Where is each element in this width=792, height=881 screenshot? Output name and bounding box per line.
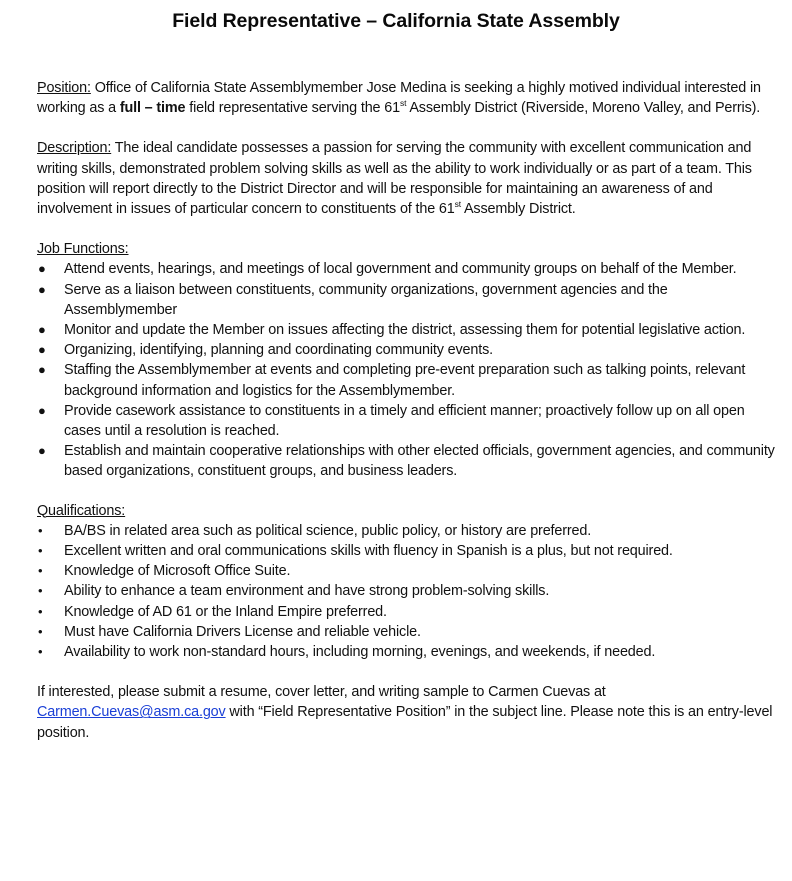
ordinal-suffix: st — [454, 199, 461, 210]
list-item — [37, 642, 777, 662]
list-item — [37, 259, 777, 279]
position-paragraph — [37, 78, 777, 118]
list-item-text: Staffing the Assemblymember at events and completing pre-event preparation such as talking points, relevant background information and logistics for the Assemblymember. — [64, 362, 746, 399]
bullet-icon: ● — [38, 402, 46, 418]
list-item-text: Availability to work non-standard hours, including morning, evenings, and weekends, if needed. — [64, 644, 656, 661]
bullet-icon: • — [38, 563, 43, 579]
list-item-text: Organizing, identifying, planning and coordinating community events. — [64, 342, 493, 359]
closing-text-after: with “Field Representative Position” in the subject line. Please note this is an entry-level position. — [37, 704, 773, 741]
list-item-text: Attend events, hearings, and meetings of local government and community groups on behalf of the Member. — [64, 261, 737, 278]
list-item — [37, 622, 777, 642]
bullet-icon: • — [38, 603, 43, 619]
email-link[interactable]: Carmen.Cuevas@asm.ca.gov — [37, 704, 226, 721]
document-body — [37, 78, 777, 743]
bullet-icon: • — [38, 522, 43, 538]
job-functions-list — [37, 259, 777, 481]
ordinal-suffix: st — [399, 98, 407, 109]
list-item — [37, 320, 777, 340]
bullet-icon: • — [38, 583, 43, 599]
bullet-icon: ● — [38, 322, 46, 338]
document-title: Field Representative – California State Assembly — [172, 10, 620, 32]
job-functions-section — [37, 239, 777, 481]
bullet-icon: ● — [38, 342, 46, 358]
list-item-text: Knowledge of AD 61 or the Inland Empire preferred. — [64, 603, 387, 620]
list-item-text: BA/BS in related area such as political science, public policy, or history are preferred. — [64, 522, 592, 539]
closing-text: If interested, please submit a resume, cover letter, and writing sample to Carmen Cuevas at — [37, 684, 606, 701]
bullet-icon: • — [38, 543, 43, 559]
bullet-icon: ● — [38, 443, 46, 459]
closing-paragraph — [37, 682, 777, 743]
list-item — [37, 340, 777, 360]
position-label: Position: — [37, 80, 91, 96]
bullet-icon: • — [38, 644, 43, 660]
list-item-text: Provide casework assistance to constituents in a timely and efficient manner; proactively follow up on all open cases until a resolution is reached. — [64, 402, 745, 440]
description-text-end: Assembly District. — [460, 201, 576, 218]
list-item-text: Knowledge of Microsoft Office Suite. — [64, 563, 291, 580]
bullet-icon: ● — [38, 261, 46, 277]
list-item — [37, 441, 777, 481]
list-item-text: Establish and maintain cooperative relationships with other elected officials, government agencies, and community based organizations, constituent groups, and business leaders. — [64, 443, 775, 480]
list-item — [37, 561, 777, 581]
list-item — [37, 360, 777, 400]
list-item-text: Must have California Drivers License and reliable vehicle. — [64, 623, 421, 640]
bullet-icon: ● — [38, 281, 46, 297]
list-item-text: Monitor and update the Member on issues affecting the district, assessing them for potential legislative action. — [64, 322, 746, 339]
position-bold-text: full – time — [119, 100, 186, 117]
position-text-end: Assembly District (Riverside, Moreno Valley, and Perris). — [406, 100, 761, 117]
list-item — [37, 521, 777, 541]
list-item-text: Excellent written and oral communications skills with fluency in Spanish is a plus, but not required. — [64, 543, 673, 560]
bullet-icon: • — [38, 623, 43, 639]
list-item-text: Ability to enhance a team environment and have strong problem-solving skills. — [64, 583, 550, 600]
qualifications-label: Qualifications: — [37, 502, 126, 519]
description-text: The ideal candidate possesses a passion for serving the community with excellent communication and writing skills, demonstrated problem solving skills as well as the ability to work individually or as part of a team. This position will report directly to the District Director and will be responsible for maintaining an awareness of and involvement in issues of particular concern to constituents of the 61 — [37, 140, 752, 218]
position-text-after: field representative serving the 61 — [185, 100, 400, 117]
qualifications-section — [37, 501, 777, 663]
position-text: Office of California State Assemblymember Jose Medina is seeking a highly motived individual interested in working as a — [37, 80, 761, 117]
list-item — [37, 401, 777, 441]
list-item — [37, 581, 777, 601]
job-functions-label: Job Functions: — [37, 241, 129, 258]
qualifications-list — [37, 521, 777, 662]
bullet-icon: ● — [38, 362, 46, 378]
list-item — [37, 541, 777, 561]
list-item — [37, 602, 777, 622]
list-item — [37, 280, 777, 320]
description-label: Description: — [37, 140, 112, 157]
description-paragraph — [37, 138, 777, 219]
list-item-text: Serve as a liaison between constituents, community organizations, government agencies and the Assemblymember — [64, 281, 668, 318]
